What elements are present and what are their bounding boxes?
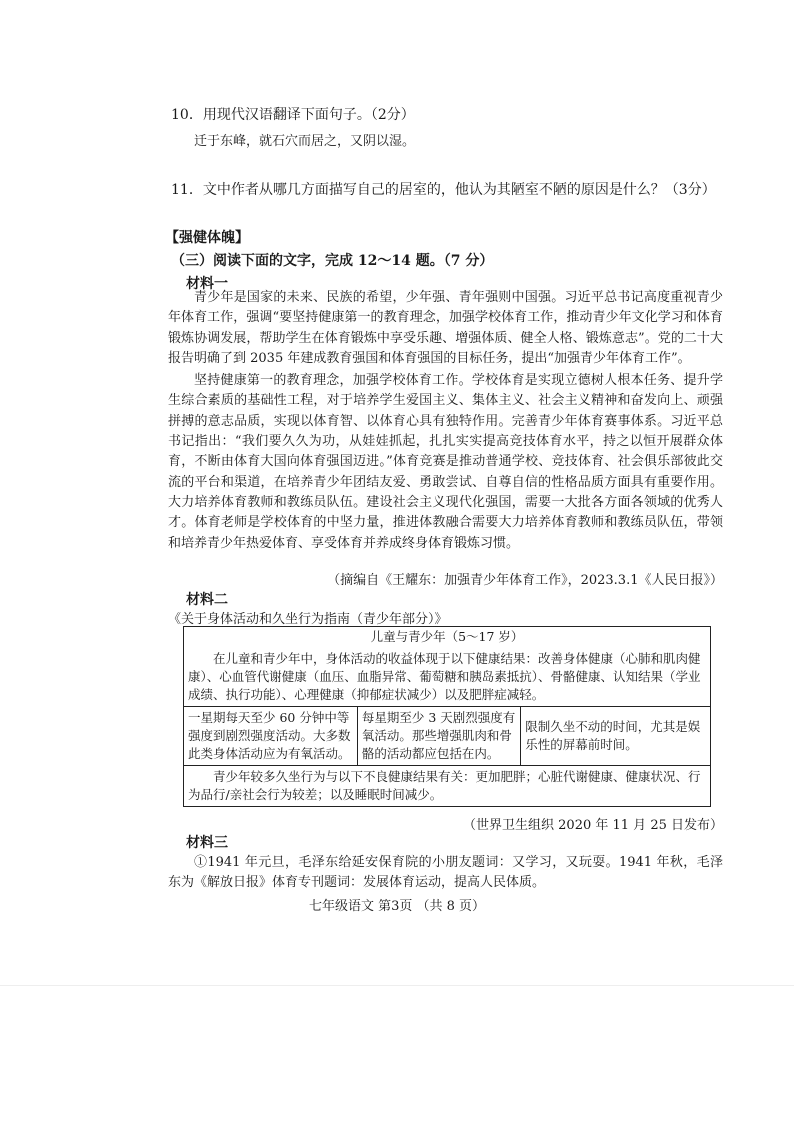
guideline-cell-sedentary: 限制久坐不动的时间，尤其是娱乐性的屏幕前时间。 (521, 707, 711, 766)
guideline-table-footer: 青少年较多久坐行为与以下不良健康结果有关：更加肥胖；心脏代谢健康、健康状况、行为品行/亲社会行为较差；以及睡眠时间减少。 (184, 766, 711, 807)
material-1-source: （摘编自《王耀东：加强青少年体育工作》，2023.3.1《人民日报》） (327, 573, 723, 588)
question-10-title: 10．用现代汉语翻译下面句子。（2分） (171, 107, 415, 123)
material-1-paragraph-2: 坚持健康第一的教育理念，加强学校体育工作。学校体育是实现立德树人根本任务、提升学生综合素质的基础性工程，对于培养学生爱国主义、集体主义、社会主义精神和奋发向上、顽强拼搏的意志品质，实现以体育智、以体育心具有独特作用。完善青少年体育赛事体系。习近平总书记指出：“我们要久久为功，从娃娃抓起，扎扎实实提高竞技体育水平，持之以恒开展群众体育，不断由体育大国向体育强国迈进。”体育竞赛是推动普通学校、竞技体育、社会俱乐部彼此交流的平台和渠道，在培养青少年团结友爱、勇敢尝试、自尊自信的性格品质方面具有重要作用。大力培养体育教师和教练员队伍。建设社会主义现代化强国，需要一大批各方面各领域的优秀人才。体育老师是学校体育的中坚力量，推进体教融合需要大力培养体育教师和教练员队伍，带领和培养青少年热爱体育、享受体育并养成终身体育锻炼习惯。 (168, 373, 723, 551)
material-3-label: 材料三 (186, 835, 228, 851)
question-11-title: 11．文中作者从哪几方面描写自己的居室的，他认为其陋室不陋的原因是什么？（3分） (171, 182, 716, 198)
scan-fold-line (0, 985, 794, 986)
material-3-body (168, 853, 723, 894)
material-2-label: 材料二 (186, 592, 228, 608)
page-footer: 七年级语文 第3页 （共 8 页） (308, 899, 486, 914)
question-10-sentence: 迁于东峰，就石穴而居之，又阴以湿。 (194, 134, 416, 149)
material-1-body (168, 288, 723, 554)
guideline-cell-weekly: 每星期至少 3 天剧烈强度有氧活动。那些增强肌肉和骨骼的活动都应包括在内。 (357, 707, 520, 766)
material-2-source: （世界卫生组织 2020 年 11 月 25 日发布） (463, 818, 723, 833)
guideline-table (183, 626, 711, 807)
guideline-table-header: 儿童与青少年（5～17 岁） (184, 627, 711, 649)
material-1-label: 材料一 (186, 276, 228, 292)
material-3-text: ①1941 年元旦，毛泽东给延安保育院的小朋友题词：又学习，又玩耍。1941 年秋，毛泽东为《解放日报》体育专刊题词：发展体育运动，提高人民体质。 (168, 855, 723, 891)
section-heading: （三）阅读下面的文字，完成 12～14 题。（7 分） (171, 253, 494, 269)
guideline-cell-daily: 一星期每天至少 60 分钟中等强度到剧烈强度活动。大多数此类身体活动应为有氧活动。 (184, 707, 358, 766)
material-1-paragraph-1: 青少年是国家的未来、民族的希望，少年强、青年强则中国强。习近平总书记高度重视青少年体育工作，强调“要坚持健康第一的教育理念，加强学校体育工作，推动青少年文化学习和体育锻炼协调发展，帮助学生在体育锻炼中享受乐趣、增强体质、健全人格、锻炼意志”。党的二十大报告明确了到 2035 年建成教育强国和体育强国的目标任务，提出“加强青少年体育工作”。 (168, 290, 723, 366)
section-tag: 【强健体魄】 (165, 230, 249, 246)
guide-document-title: 《关于身体活动和久坐行为指南（青少年部分）》 (168, 612, 448, 627)
guideline-table-intro: 在儿童和青少年中，身体活动的收益体现于以下健康结果：改善身体健康（心肺和肌肉健康）、心血管代谢健康（血压、血脂异常、葡萄糖和胰岛素抵抗）、骨骼健康、认知结果（学业成绩、执行功能）、心理健康（抑郁症状减少）以及肥胖症减轻。 (184, 648, 711, 707)
